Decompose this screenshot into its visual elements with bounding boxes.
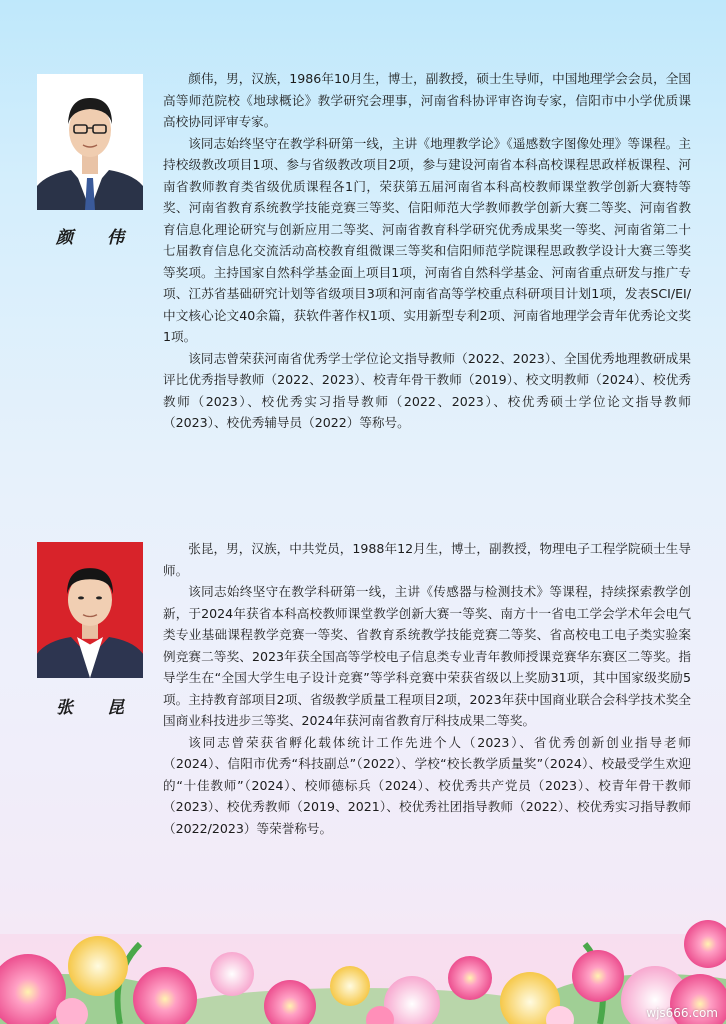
flower-border-decoration	[0, 874, 726, 1024]
bio-paragraph: 该同志始终坚守在教学科研第一线，主讲《地理教学论》《遥感数字图像处理》等课程。主持校级教改项目1项、参与省级教改项目2项，参与建设河南省本科高校课程思政样板课程、河南省教师教育类省级优质课程各1门，荣获第五届河南省本科高校教师课堂教学创新大赛特等奖、河南省教育系统教学技能竞赛三等奖、信阳师范大学教师教学创新大赛二等奖、河南省教育信息化理论研究与创新应用二等奖、河南省教育科学研究优秀成果奖一等奖、河南省第二十七届教育信息化交流活动高校教育组微课三等奖和信阳师范学院课程思政教学设计大赛三等奖等奖项。主持国家自然科学基金面上项目1项，河南省自然科学基金、河南省重点研发与推广专项、江苏省基础研究计划等省级项目3项和河南省高等学校重点科研项目计划1项，发表SCI/EI/中文核心论文40余篇，获软件著作权1项、实用新型专利2项、河南省地理学会青年优秀论文奖1项。	[163, 135, 691, 344]
bio-paragraph: 颜伟，男，汉族，1986年10月生，博士，副教授，硕士生导师，中国地理学会会员，全国高等师范院校《地球概论》教学研究会理事，河南省科协评审咨询专家，信阳市中小学优质课高校协同评审专家。	[163, 71, 691, 129]
watermark-text: wjs666.com	[646, 1006, 718, 1020]
bio-paragraph: 该同志曾荣获省孵化载体统计工作先进个人（2023）、省优秀创新创业指导老师（2024）、信阳市优秀“科技副总”（2022）、学校“校长教学质量奖”（2024）、校最受学生欢迎的“十佳教师”（2024）、校师德标兵（2024）、校优秀共产党员（2023）、校青年骨干教师（2023）、校优秀教师（2019、2021）、校优秀社团指导教师（2022）、校优秀实习指导教师（2022/2023）等荣誉称号。	[163, 734, 691, 836]
portrait-photo-2	[37, 542, 143, 678]
bio-block-2	[163, 538, 691, 839]
bio-paragraph: 该同志始终坚守在教学科研第一线，主讲《传感器与检测技术》等课程，持续探索教学创新，于2024年获省本科高校教师课堂教学创新大赛一等奖、南方十一省电工学会学术年会电气类专业基础课程教学竞赛一等奖、省教育系统教学技能竞赛二等奖、省高校电工电子类实验案例竞赛二等奖、2023年获全国高等学校电子信息类专业青年教师授课竞赛华东赛区二等奖。指导学生在“全国大学生电子设计竞赛”等学科竞赛中荣获省级以上奖励31项，其中国家级奖励5项。主持教育部项目2项、省级教学质量工程项目2项，2023年获中国商业联合会科学技术奖全国商业科技进步三等奖、2024年获河南省教育厅科技成果二等奖。	[163, 584, 691, 728]
person-name-1: 颜 伟	[56, 228, 138, 248]
portrait-photo-1	[37, 74, 143, 210]
person-name-2: 张 昆	[56, 698, 138, 718]
bio-paragraph: 张昆，男，汉族，中共党员，1988年12月生，博士，副教授，物理电子工程学院硕士生导师。	[163, 541, 691, 578]
bio-paragraph: 该同志曾荣获河南省优秀学士学位论文指导教师（2022、2023）、全国优秀地理教研成果评比优秀指导教师（2022、2023）、校青年骨干教师（2019）、校文明教师（2024）、校优秀教师（2023）、校优秀实习指导教师（2022、2023）、校优秀硕士学位论文指导教师（2023）、校优秀辅导员（2022）等称号。	[163, 350, 691, 430]
bio-block-1	[163, 68, 691, 434]
